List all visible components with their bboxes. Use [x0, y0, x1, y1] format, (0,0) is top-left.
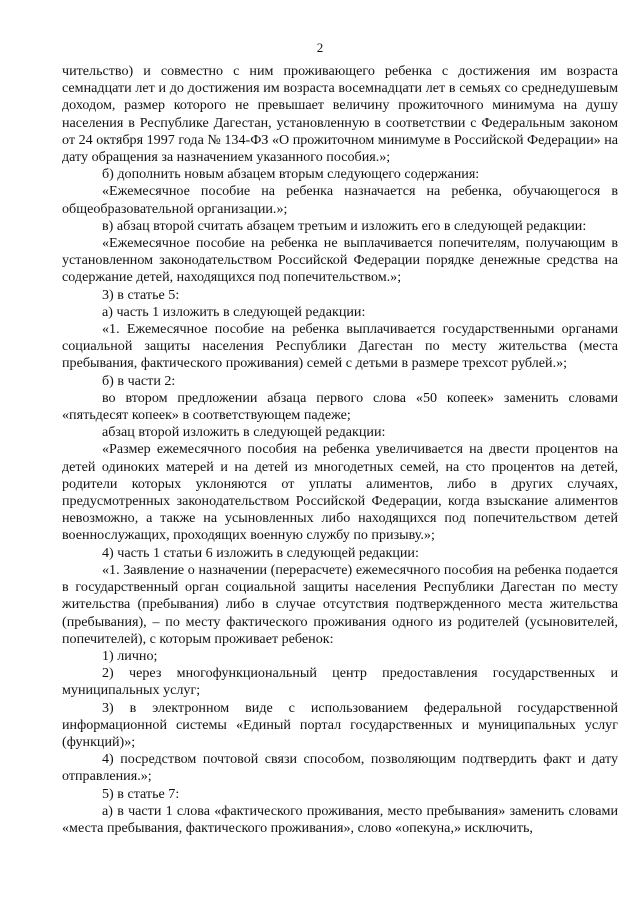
paragraph: «1. Ежемесячное пособие на ребенка выплачивается государственными органами социальной защиты населения Республики Дагестан по месту жительства (места пребывания, фактического проживания) семей с детьми в размере трехсот рублей.»; — [62, 321, 618, 372]
paragraph: «Размер ежемесячного пособия на ребенка увеличивается на двести процентов на детей одиноких матерей и на детей из многодетных семей, на сто процентов на детей, родители которых уклоняются от уплаты алиментов, либо в других случаях, предусмотренных законодательством Российской Федерации, когда взыскание алиментов невозможно, а также на усыновленных либо находящихся под попечительством детей военнослужащих, проходящих военную службу по призыву.»; — [62, 441, 618, 544]
paragraph: 5) в статье 7: — [102, 785, 180, 802]
paragraph: «Ежемесячное пособие на ребенка назначается на ребенка, обучающегося в общеобразовательной организации.»; — [62, 183, 618, 217]
paragraph: во втором предложении абзаца первого слова «50 копеек» заменить словами «пятьдесят копеек» в соответствующем падеже; — [62, 389, 618, 424]
paragraph: 4) часть 1 статьи 6 изложить в следующей редакции: — [102, 544, 419, 561]
paragraph: абзац второй изложить в следующей редакции: — [102, 424, 386, 441]
paragraph: чительство) и совместно с ним проживающего ребенка с достижения им возраста семнадцати лет и до достижения им возраста восемнадцати лет в семьях со среднедушевым доходом, размер которого не превышает величину прожиточного минимума на душу населения в Республике Дагестан, установленную в соответствии с Федеральным законом от 24 октября 1997 года № 134-ФЗ «О прожиточном минимуме в Российской Федерации» на дату обращения за назначением указанного пособия.»; — [62, 63, 618, 166]
paragraph: 3) в электронном виде с использованием федеральной государственной информационной системы «Единый портал государственных и муниципальных услуг (функций)»; — [62, 699, 618, 750]
paragraph: в) абзац второй считать абзацем третьим и изложить его в следующей редакции: — [102, 217, 587, 234]
paragraph: а) в части 1 слова «фактического проживания, место пребывания» заменить словами «места пребывания, фактического проживания», слово «опекуна,» исключить, — [62, 802, 618, 836]
document-body — [62, 63, 618, 837]
paragraph: 1) лично; — [102, 647, 158, 664]
paragraph: «1. Заявление о назначении (перерасчете) ежемесячного пособия на ребенка подается в государственный орган социальной защиты населения Республики Дагестан по месту жительства (пребывания) либо в случае отсутствия подтвержденного места жительства (пребывания), – по месту фактического проживания одного из родителей (усыновителей, попечителей), с которым проживает ребенок: — [62, 561, 618, 647]
paragraph: б) в части 2: — [102, 372, 176, 389]
paragraph: 2) через многофункциональный центр предоставления государственных и муниципальных услуг; — [62, 665, 618, 699]
paragraph: 4) посредством почтовой связи способом, позволяющим подтвердить факт и дату отправления.»; — [62, 751, 618, 785]
paragraph: б) дополнить новым абзацем вторым следующего содержания: — [102, 166, 480, 183]
paragraph: а) часть 1 изложить в следующей редакции: — [102, 303, 366, 320]
paragraph: 3) в статье 5: — [102, 286, 180, 303]
page-number: 2 — [316, 40, 324, 55]
paragraph: «Ежемесячное пособие на ребенка не выплачивается попечителям, получающим в установленном законодательством Российской Федерации порядке денежные средства на содержание детей, находящихся под попечительством.»; — [62, 235, 618, 286]
